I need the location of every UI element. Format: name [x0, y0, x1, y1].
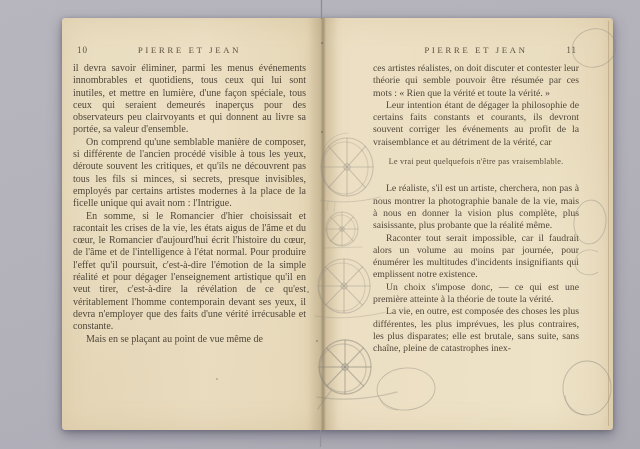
paragraph: Le réaliste, s'il est un artiste, cherchera, non pas à nous montrer la photographie banale de la vie, mais à nous en donner la vision plus complète, plus saisissante, plus probante que la réalité même.	[373, 183, 579, 232]
left-page	[62, 18, 322, 430]
paragraph: Leur intention étant de dégager la philosophie de certains faits constants et courants, ils devront souvent corriger les événements au profit de la vraisemblance et au détriment de la vérité, car	[373, 99, 579, 148]
paragraph: La vie, en outre, est composée des choses les plus différentes, les plus imprévues, les plus contraires, les plus disparates; elle est brutale, sans suite, sans chaîne, pleine de catastrophes inex-	[373, 306, 579, 355]
paragraph: il devra savoir éliminer, parmi les menus événements innombrables et quotidiens, tous ceux qui lui sont inutiles, et mettre en lumière, d'une façon spéciale, tous ceux qui seraient demeurés inaperçus pour des observateurs peu clairvoyants et qui donnent au livre sa portée, sa valeur d'ensemble.	[73, 63, 306, 136]
right-page-text	[373, 63, 579, 356]
paragraph: En somme, si le Romancier d'hier choisissait et racontait les crises de la vie, les états aigus de l'âme et du cœur, le Romancier d'aujourd'hui écrit l'histoire du cœur, de l'âme et de l'intelligence à l'état normal. Pour produire l'effet qu'il poursuit, c'est-à-dire l'émotion de la simple réalité et pour dégager l'enseignement artistique qu'il en veut tirer, c'est-à-dire la révélation de ce qu'est véritablement l'homme contemporain devant ses yeux, il devra n'employer que des faits d'une vérité irrécusable et constante.	[73, 210, 306, 333]
paragraph: Raconter tout serait impossible, car il faudrait alors un volume au moins par journée, pour énumérer les multitudes d'incidents insignifiants qui emplissent notre existence.	[373, 232, 579, 281]
paragraph: ces artistes réalistes, on doit discuter et contester leur théorie qui semble pouvoir être résumée par ces mots : « Rien que la vérité et toute la vérité. »	[373, 63, 579, 99]
epigraph-line: Le vrai peut quelquefois n'être pas vraisemblable.	[388, 157, 564, 167]
right-page-header	[373, 45, 579, 57]
running-title-right: PIERRE ET JEAN	[424, 45, 528, 55]
running-title-left: PIERRE ET JEAN	[137, 45, 242, 55]
right-page	[322, 18, 613, 430]
page-number-left: 10	[77, 45, 88, 55]
paragraph: Un choix s'impose donc, — ce qui est une première atteinte à la théorie de toute la vérité.	[373, 281, 579, 306]
paragraph: Mais en se plaçant au point de vue même de	[86, 333, 263, 345]
page-number-right: 11	[566, 45, 577, 55]
open-book	[62, 18, 613, 430]
paragraph: On comprend qu'une semblable manière de composer, si différente de l'ancien procédé visible à tous les yeux, déroute souvent les critiques, et qu'ils ne découvrent pas tous les fils si minces, si secrets, presque invisibles, employés par certains artistes modernes à la place de la ficelle unique qui avait nom : l'Intrigue.	[73, 136, 306, 210]
left-page-text	[73, 63, 306, 346]
left-page-header	[73, 45, 306, 57]
page-stack-edge	[608, 21, 609, 426]
